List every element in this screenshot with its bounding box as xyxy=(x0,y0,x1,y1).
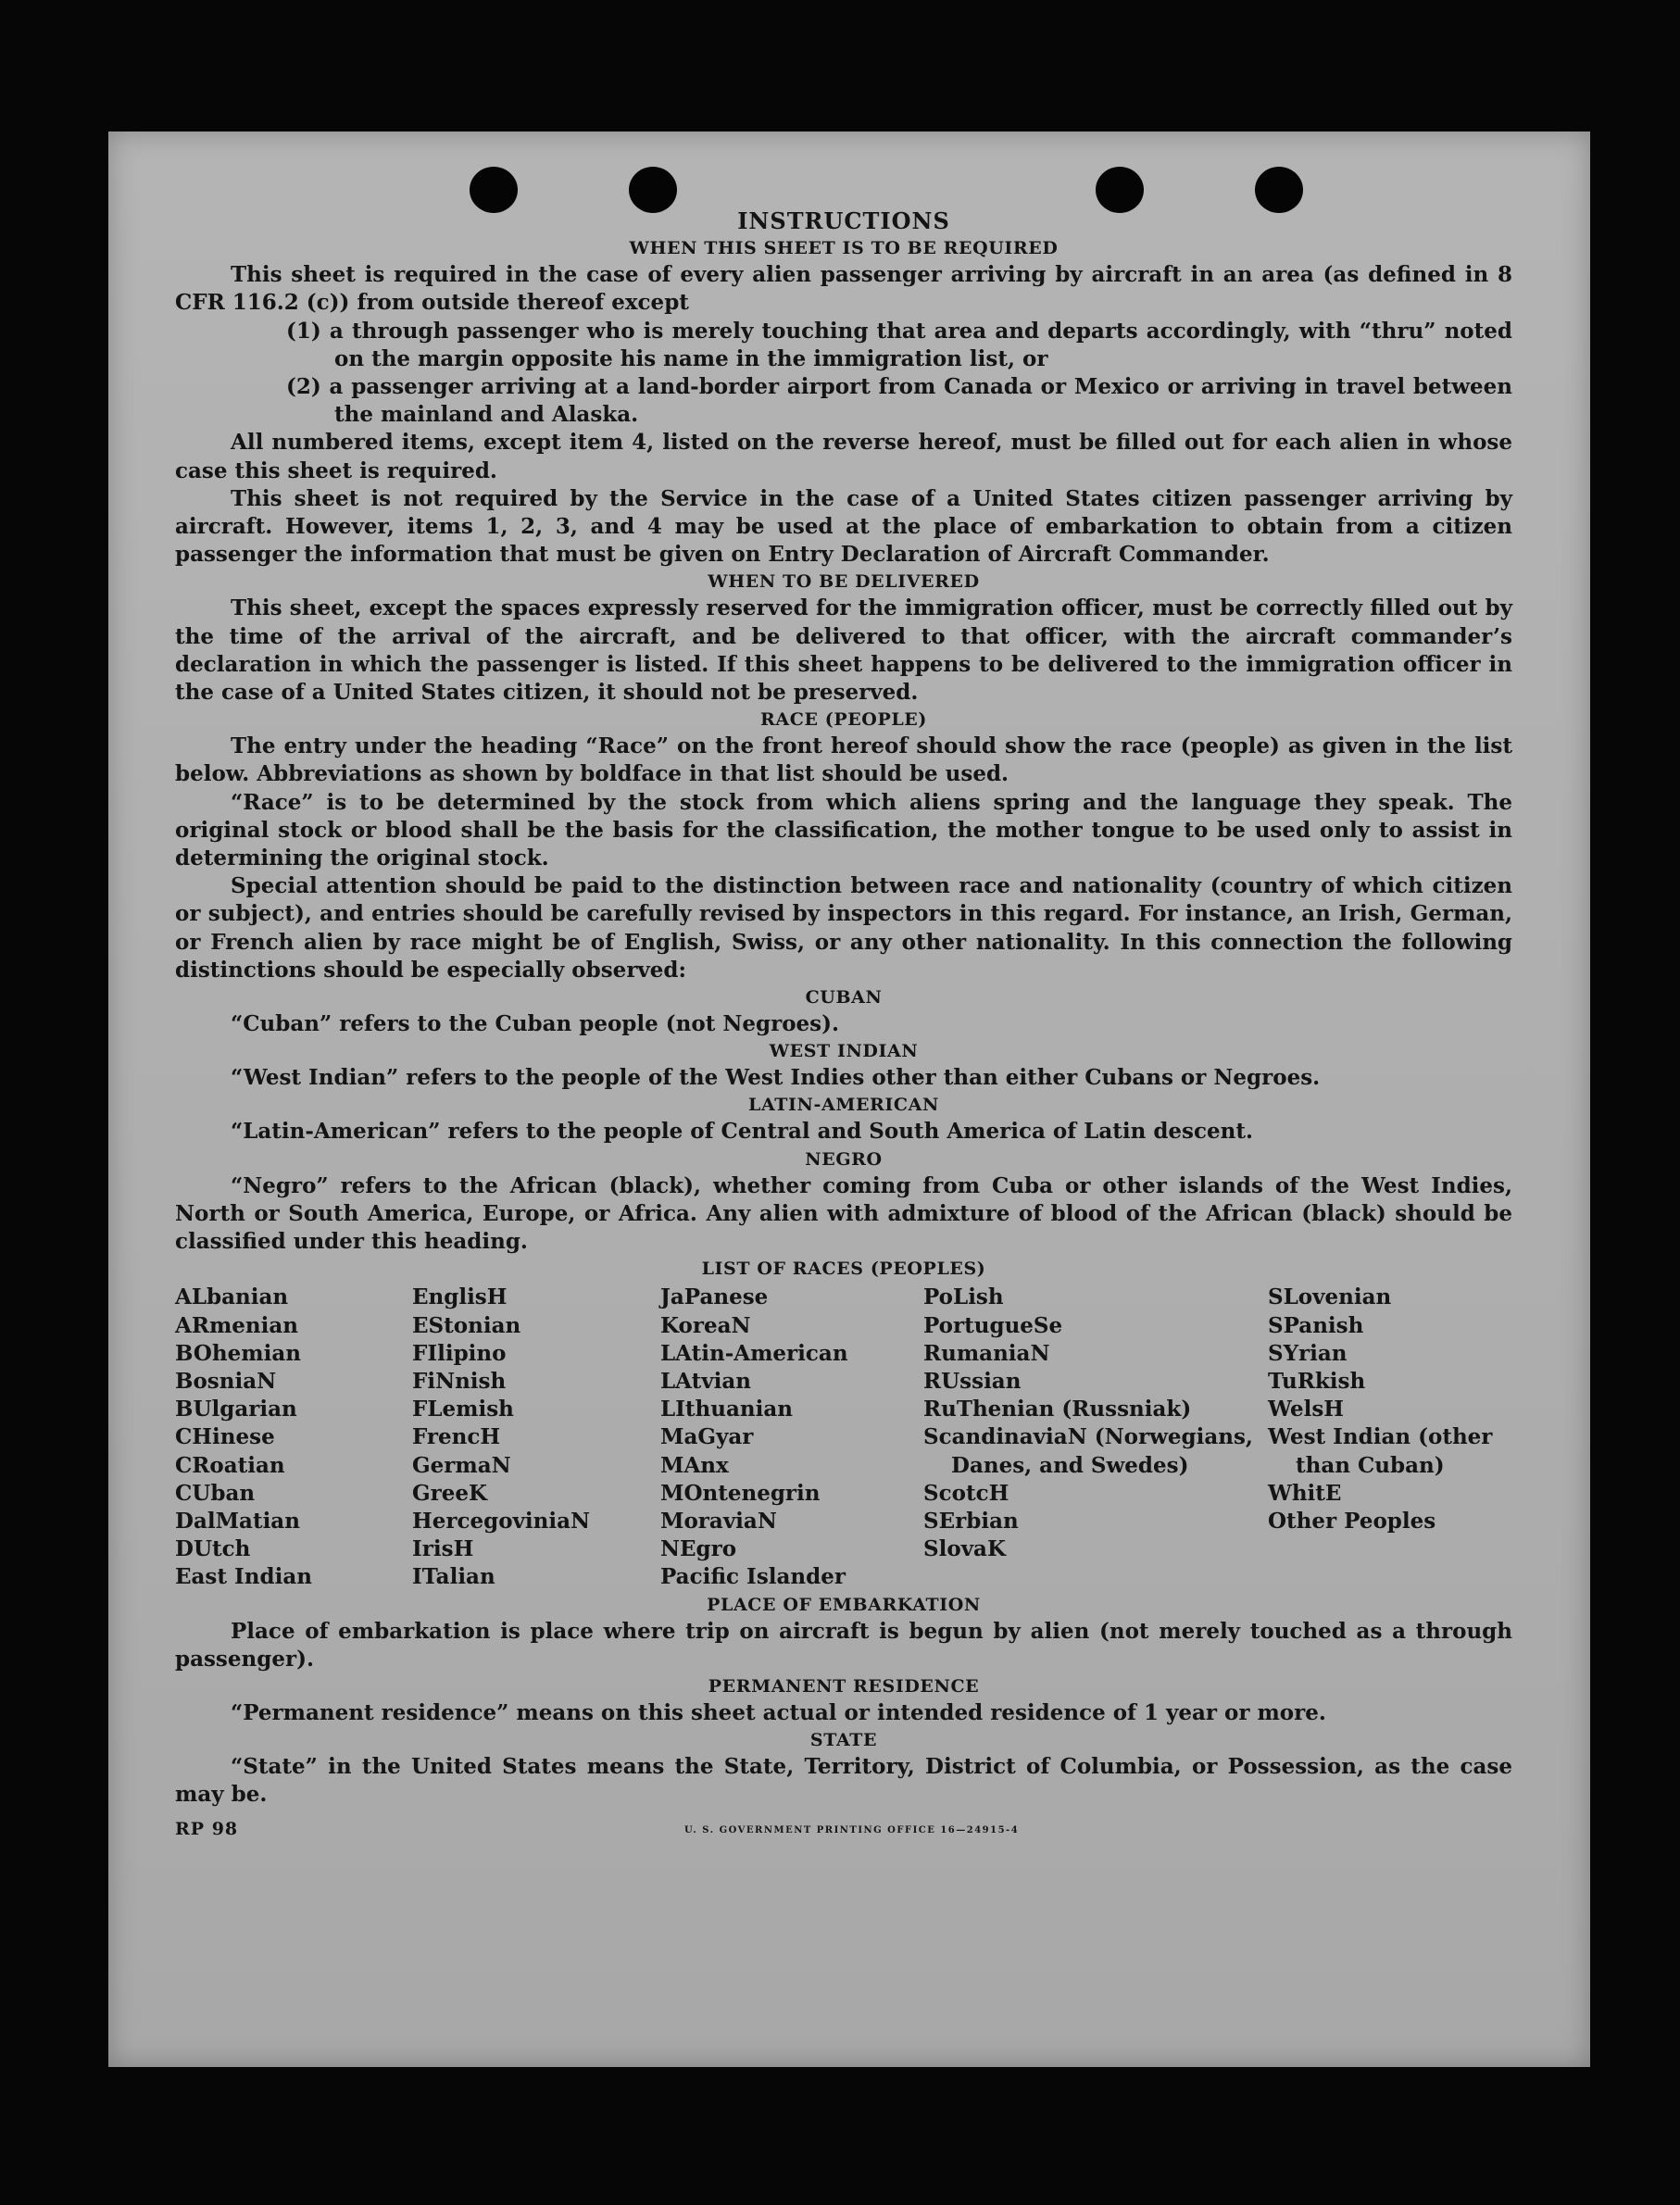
list-item: SLovenian xyxy=(1268,1284,1392,1310)
list-item: IrisH xyxy=(412,1536,474,1562)
race-para-1: The entry under the heading “Race” on the front hereof should show the race (people) as given in the list below. Abbreviations as shown by boldface in that list should be used. xyxy=(175,733,1512,787)
list-item: LAtin-American xyxy=(660,1340,848,1366)
race-column-5 xyxy=(1268,1284,1512,1591)
list-item: MaGyar xyxy=(660,1424,754,1450)
list-item: GreeK xyxy=(412,1480,488,1506)
list-item: DUtch xyxy=(175,1536,251,1562)
page-title: INSTRUCTIONS xyxy=(737,207,950,234)
list-item: West Indian (other than Cuban) xyxy=(1268,1424,1493,1478)
list-item: BOhemian xyxy=(175,1340,301,1366)
list-item: KoreaN xyxy=(660,1312,751,1338)
list-item: RuThenian (Russniak) xyxy=(923,1397,1192,1422)
heading-negro: NEGRO xyxy=(805,1148,883,1170)
list-item: ALbanian xyxy=(175,1284,289,1310)
list-item: ScotcH xyxy=(923,1480,1009,1506)
list-item: FLemish xyxy=(412,1397,514,1422)
list-item: RumaniaN xyxy=(923,1340,1050,1366)
list-item: RUssian xyxy=(923,1368,1022,1394)
punch-hole-4 xyxy=(1255,167,1303,213)
heading-cuban: CUBAN xyxy=(805,987,883,1009)
list-item: PoLish xyxy=(923,1284,1004,1310)
list-item: FIlipino xyxy=(412,1340,507,1366)
race-column-4 xyxy=(923,1284,1268,1591)
instruction-sheet xyxy=(108,132,1590,2067)
list-item: Pacific Islander xyxy=(660,1564,846,1590)
list-item: EnglisH xyxy=(412,1284,508,1310)
heading-latin-american: LATIN-AMERICAN xyxy=(748,1095,939,1116)
list-item: NEgro xyxy=(660,1536,737,1562)
when-required-para-3: This sheet is not required by the Service in the case of a United States citizen passenger arriving by aircraft. However, items 1, 2, 3, and 4 may be used at the place of embarkation to obtain from a citizen passenger the information that must be given on Entry Declaration of Aircraft Commander. xyxy=(175,485,1512,568)
list-item: WelsH xyxy=(1268,1397,1345,1422)
punch-hole-1 xyxy=(470,167,518,213)
list-item: East Indian xyxy=(175,1564,312,1590)
list-item: SlovaK xyxy=(923,1536,1006,1562)
heading-state: STATE xyxy=(809,1730,878,1751)
race-column-2 xyxy=(412,1284,660,1591)
list-item: BUlgarian xyxy=(175,1397,297,1422)
printer-imprint: U. S. GOVERNMENT PRINTING OFFICE 16—24915-4 xyxy=(684,1824,1020,1835)
when-required-intro: This sheet is required in the case of every alien passenger arriving by aircraft in an area (as defined in 8 CFR 116.2 (c)) from outside thereof except xyxy=(175,262,1512,316)
instructions-body xyxy=(175,207,1512,1845)
list-item: WhitE xyxy=(1268,1480,1342,1506)
heading-when-required: WHEN THIS SHEET IS TO BE REQUIRED xyxy=(629,238,1059,259)
list-item: ScandinaviaN (Norwegians, Danes, and Swedes) xyxy=(923,1424,1253,1478)
list-item: PortugueSe xyxy=(923,1312,1063,1338)
form-number: RP 98 xyxy=(175,1818,239,1839)
list-item: EStonian xyxy=(412,1312,521,1338)
list-item: FrencH xyxy=(412,1424,501,1450)
list-item: Other Peoples xyxy=(1268,1508,1436,1534)
race-column-1 xyxy=(175,1284,412,1591)
cuban-text: “Cuban” refers to the Cuban people (not Negroes). xyxy=(231,1011,840,1037)
heading-west-indian: WEST INDIAN xyxy=(769,1041,919,1062)
list-item: ITalian xyxy=(412,1564,495,1590)
list-item: MOntenegrin xyxy=(660,1480,821,1506)
list-item: BosniaN xyxy=(175,1368,277,1394)
list-item: LIthuanian xyxy=(660,1397,793,1422)
exception-item-1: (1) a through passenger who is merely touching that area and departs accordingly, with “thru” noted on the margin opposite his name in the immigration list, or xyxy=(286,318,1512,371)
heading-list-of-races: LIST OF RACES (PEOPLES) xyxy=(701,1259,986,1280)
when-delivered-text: This sheet, except the spaces expressly reserved for the immigration officer, must be correctly filled out by the time of the arrival of the aircraft, and be delivered to that officer, with the aircraft commander’s declaration in which the passenger is listed. If this sheet happens to be delivered to the immigration officer in the case of a United States citizen, it should not be preserved. xyxy=(175,595,1512,706)
list-item: DalMatian xyxy=(175,1508,300,1534)
list-item: FiNnish xyxy=(412,1368,507,1394)
punch-hole-2 xyxy=(629,167,677,213)
when-required-para-2: All numbered items, except item 4, listed on the reverse hereof, must be filled out for each alien in whose case this sheet is required. xyxy=(175,430,1512,483)
list-item: CUban xyxy=(175,1480,256,1506)
list-item: MAnx xyxy=(660,1452,729,1478)
heading-when-delivered: WHEN TO BE DELIVERED xyxy=(708,571,980,593)
race-para-3: Special attention should be paid to the distinction between race and nationality (country of which citizen or subject), and entries should be carefully revised by inspectors in this regard. For instance, an Irish, German, or French alien by race might be of English, Swiss, or any other nationality. In this connection the following distinctions should be especially observed: xyxy=(175,873,1512,983)
list-item: CRoatian xyxy=(175,1452,285,1478)
heading-permanent-residence: PERMANENT RESIDENCE xyxy=(708,1675,980,1697)
list-item: HercegoviniaN xyxy=(412,1508,591,1534)
latin-american-text: “Latin-American” refers to the people of Central and South America of Latin descent. xyxy=(231,1119,1253,1145)
permanent-residence-text: “Permanent residence” means on this sheet actual or intended residence of 1 year or more. xyxy=(231,1699,1326,1725)
list-item: MoraviaN xyxy=(660,1508,777,1534)
list-item: LAtvian xyxy=(660,1368,751,1394)
race-list xyxy=(175,1284,1512,1591)
list-item: JaPanese xyxy=(660,1284,769,1310)
exception-item-2: (2) a passenger arriving at a land-border airport from Canada or Mexico or arriving in travel between the mainland and Alaska. xyxy=(286,374,1512,428)
place-of-embarkation-text: Place of embarkation is place where trip on aircraft is begun by alien (not merely touched as a through passenger). xyxy=(175,1618,1512,1672)
list-item: GermaN xyxy=(412,1452,511,1478)
list-item: SPanish xyxy=(1268,1312,1364,1338)
race-column-3 xyxy=(660,1284,923,1591)
sheet-footer xyxy=(175,1813,1512,1845)
heading-race: RACE (PEOPLE) xyxy=(760,709,927,731)
list-item: SYrian xyxy=(1268,1340,1348,1366)
state-text: “State” in the United States means the State, Territory, District of Columbia, or Possession, as the case may be. xyxy=(175,1754,1512,1808)
heading-place-of-embarkation: PLACE OF EMBARKATION xyxy=(707,1594,981,1615)
list-item: TuRkish xyxy=(1268,1368,1366,1394)
negro-text: “Negro” refers to the African (black), whether coming from Cuba or other islands of the West Indies, North or South America, Europe, or Africa. Any alien with admixture of blood of the African (black) should be classified under this heading. xyxy=(175,1172,1512,1255)
west-indian-text: “West Indian” refers to the people of the West Indies other than either Cubans or Negroes. xyxy=(231,1065,1321,1091)
punch-hole-3 xyxy=(1096,167,1144,213)
list-item: ARmenian xyxy=(175,1312,299,1338)
list-item: CHinese xyxy=(175,1424,275,1450)
list-item: SErbian xyxy=(923,1508,1019,1534)
race-para-2: “Race” is to be determined by the stock from which aliens spring and the language they speak. The original stock or blood shall be the basis for the classification, the mother tongue to be used only to assist in determining the original stock. xyxy=(175,789,1512,871)
